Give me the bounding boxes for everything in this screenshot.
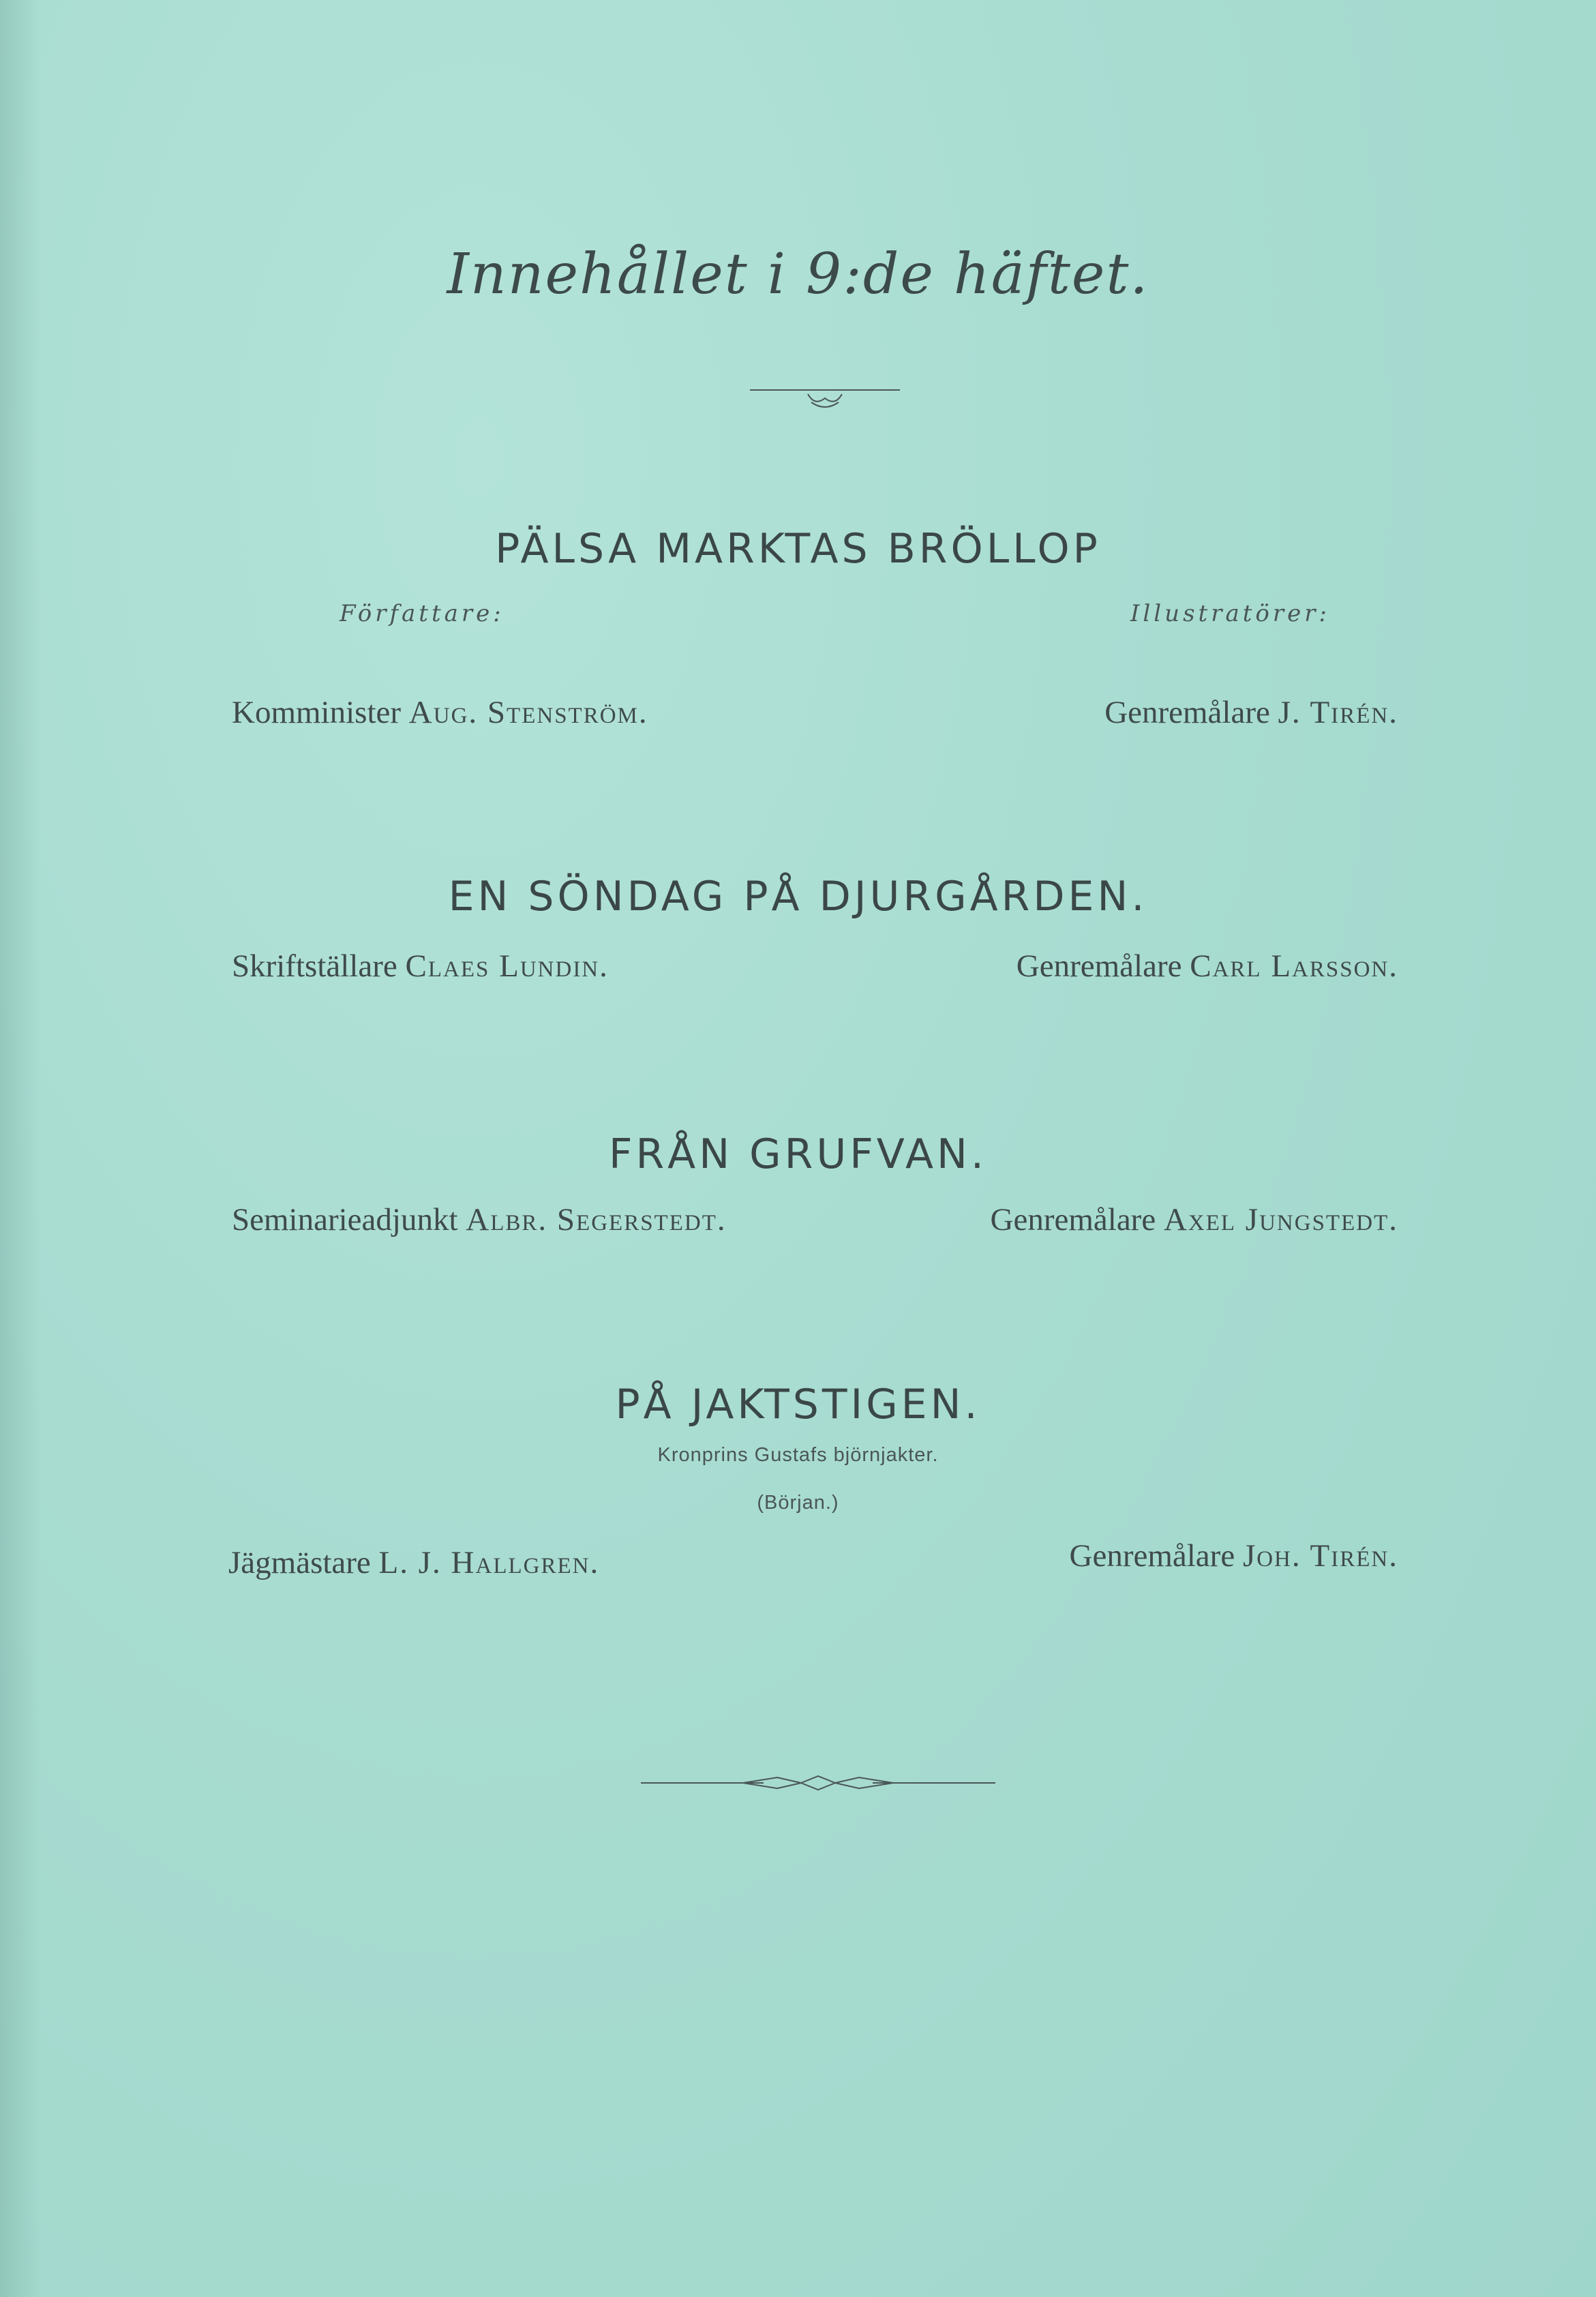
author-name: L. J. Hallgren.: [378, 1545, 600, 1580]
author-4: [228, 1544, 599, 1581]
page-heading: Innehållet i 9:de häftet.: [447, 242, 1149, 307]
illustrator-role: Genremålare: [1104, 695, 1270, 730]
illustrator-2: [1017, 948, 1398, 985]
illustrator-name: Carl Larsson.: [1190, 948, 1398, 984]
section-title-1: PÄLSA MARKTAS BRÖLLOP: [495, 525, 1101, 573]
section-subtitle: Kronprins Gustafs björnjakter.: [657, 1444, 939, 1466]
author-role: Skriftställare: [232, 948, 397, 984]
author-1: [232, 694, 648, 731]
closing-ornament: [641, 1769, 995, 1797]
section-title-3: FRÅN GRUFVAN.: [608, 1130, 988, 1178]
illustrator-role: Genremålare: [1016, 948, 1182, 984]
illustrator-role: Genremålare: [1069, 1538, 1235, 1574]
illustrator-4: [1070, 1537, 1398, 1574]
author-name: Albr. Segerstedt.: [466, 1202, 727, 1237]
author-role: Komminister: [232, 695, 402, 730]
author-name: Aug. Stenström.: [408, 695, 648, 730]
author-name: Claes Lundin.: [405, 948, 609, 984]
illustrator-3: [991, 1201, 1398, 1238]
section-note: (Början.): [757, 1492, 839, 1514]
label-authors: Författare:: [340, 600, 505, 627]
author-2: [232, 948, 609, 985]
heading-ornament: [743, 382, 907, 416]
illustrator-name: J. Tirén.: [1278, 695, 1398, 730]
author-role: Jägmästare: [228, 1545, 371, 1580]
illustrator-role: Genremålare: [990, 1202, 1156, 1237]
author-role: Seminarieadjunkt: [232, 1202, 458, 1237]
illustrator-name: Axel Jungstedt.: [1163, 1202, 1398, 1237]
section-title-4: PÅ JAKTSTIGEN.: [615, 1381, 981, 1428]
author-3: [232, 1201, 727, 1238]
section-title-2: EN SÖNDAG PÅ DJURGÅRDEN.: [448, 873, 1148, 920]
label-illustrators: Illustratörer:: [1130, 600, 1330, 627]
illustrator-1: [1104, 694, 1398, 731]
illustrator-name: Joh. Tirén.: [1242, 1538, 1398, 1574]
